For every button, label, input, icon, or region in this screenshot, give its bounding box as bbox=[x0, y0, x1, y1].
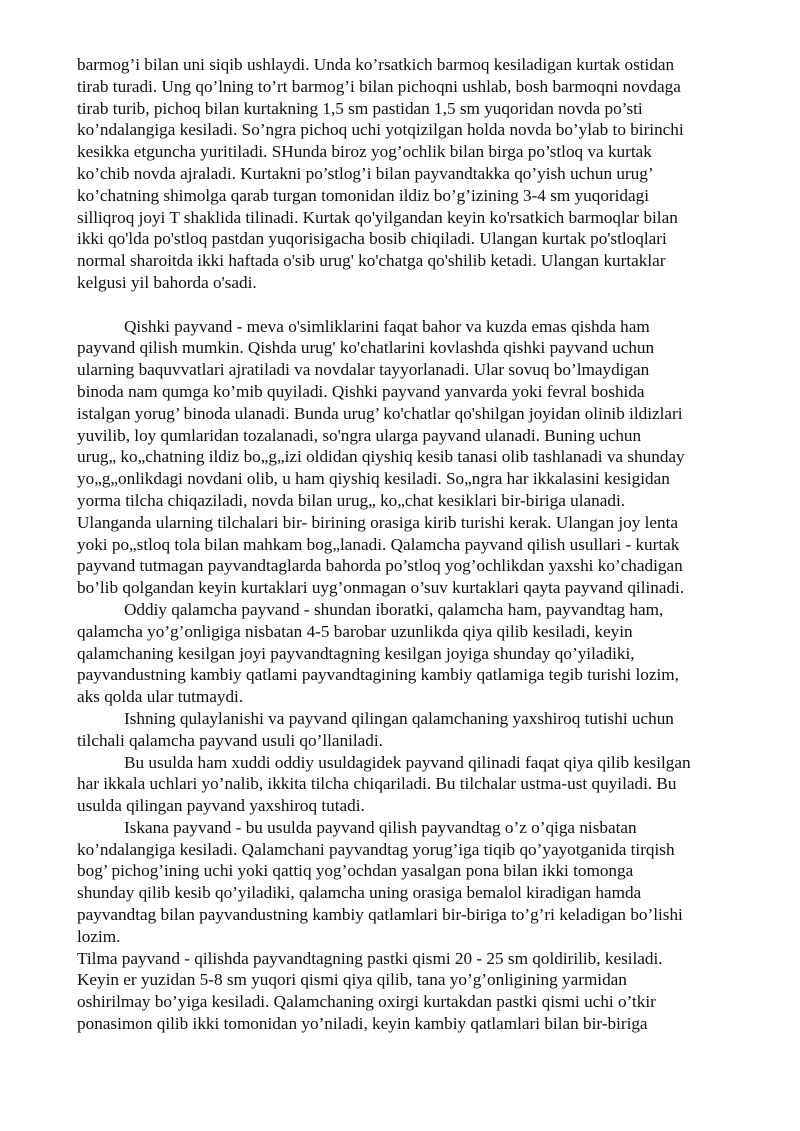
text-line: usulda qilingan payvand yaxshiroq tutadi. bbox=[77, 796, 365, 816]
text-line: ko’ndalangiga kesiladi. Qalamchani payvandtag yorug’iga tiqib qo’yayotganida tirqish bbox=[77, 839, 675, 859]
text-line: payvandustning kambiy qatlami payvandtagining kambiy qatlamiga tegib turishi lozim, bbox=[77, 665, 679, 685]
text-line: ularning baquvvatlari ajratiladi va novdalar tayyorlanadi. Ular sovuq bo’lmaydigan bbox=[77, 360, 650, 380]
text-line: qalamchaning kesilgan joyi payvandtagning kesilgan joyiga shunday qo’yiladiki, bbox=[77, 643, 635, 663]
text-line: lozim. bbox=[77, 926, 121, 946]
text-line: Oddiy qalamcha payvand - shundan iboratki, qalamcha ham, payvandtag ham, bbox=[124, 599, 664, 619]
text-line: bo’lib qolgandan keyin kurtaklari uyg’onmagan o’suv kurtaklari qayta payvand qilinadi. bbox=[77, 578, 685, 598]
text-line: qalamcha yo’g’onligiga nisbatan 4-5 barobar uzunlikda qiya qilib kesiladi, keyin bbox=[77, 621, 633, 641]
text-line: payvand qilish mumkin. Qishda urug' ko'chatlarini kovlashda qishki payvand uchun bbox=[77, 338, 655, 358]
paragraph-spacer bbox=[77, 294, 738, 316]
text-line: normal sharoitda ikki haftada o'sib urug' ko'chatga qo'shilib ketadi. Ulangan kurtaklar bbox=[77, 251, 666, 271]
text-line: tilchali qalamcha payvand usuli qo’llaniladi. bbox=[77, 730, 383, 750]
text-line: yo„g„onlikdagi novdani olib, u ham qiyshiq kesiladi. So„ngra har ikkalasini kesigidan bbox=[77, 469, 670, 489]
text-line: yoki po„stloq tola bilan mahkam bog„lanadi. Qalamcha payvand qilish usullari - kurtak bbox=[77, 534, 680, 554]
text-line: urug„ ko„chatning ildiz bo„g„izi oldidan qiyshiq kesib tanasi olib tashlanadi va shunday bbox=[77, 447, 685, 467]
text-line: ponasimon qilib ikki tomonidan yo’niladi, keyin kambiy qatlamlari bilan bir-biriga bbox=[77, 1014, 648, 1034]
paragraph bbox=[77, 752, 738, 817]
text-line: ko’chib novda ajraladi. Kurtakni po’stlog’i bilan payvandtakka qo’yish uchun urug’ bbox=[77, 163, 654, 183]
text-line: aks qolda ular tutmaydi. bbox=[77, 687, 244, 707]
text-line: barmog’i bilan uni siqib ushlaydi. Unda ko’rsatkich barmoq kesiladigan kurtak ostidan bbox=[77, 55, 675, 74]
text-line: payvand tutmagan payvandtaglarda bahorda po’stloq yog’ochlikdan yaxshi ko’chadigan bbox=[77, 556, 683, 576]
text-line: oshirilmay bo’yiga kesiladi. Qalamchaning oxirgi kurtakdan pastki qismi uchi o’tkir bbox=[77, 992, 656, 1012]
paragraph bbox=[77, 708, 738, 752]
paragraph bbox=[77, 316, 738, 599]
text-line: har ikkala uchlari yo’nalib, ikkita tilcha chiqariladi. Bu tilchalar ustma-ust quyiladi. Bu bbox=[77, 774, 677, 794]
paragraph-list bbox=[77, 316, 738, 1035]
paragraph bbox=[77, 817, 738, 948]
text-line: Keyin er yuzidan 5-8 sm yuqori qismi qiya qilib, tana yo’g’onligining yarmidan bbox=[77, 970, 627, 990]
text-line: shunday qilib kesib qo’yiladiki, qalamcha uning orasiga bemalol kiradigan hamda bbox=[77, 883, 642, 903]
text-line: silliqroq joyi T shaklida tilinadi. Kurtak qo'yilgandan keyin ko'rsatkich barmoqlar bilan bbox=[77, 207, 678, 227]
text-line: Qishki payvand - meva o'simliklarini faqat bahor va kuzda emas qishda ham bbox=[124, 316, 650, 336]
text-line: yuvilib, loy qumlaridan tozalanadi, so'ngra ularga payvand ulanadi. Buning uchun bbox=[77, 425, 642, 445]
text-line: Bu usulda ham xuddi oddiy usuldagidek payvand qilinadi faqat qiya qilib kesilgan bbox=[124, 752, 691, 772]
text-line: ko’chatning shimolga qarab turgan tomonidan ildiz bo’g’izining 3-4 sm yuqoridagi bbox=[77, 185, 650, 205]
text-line: kesikka etguncha yuritiladi. SHunda biroz yog’ochlik bilan birga po’stloq va kurtak bbox=[77, 142, 652, 162]
text-line: istalgan yorug’ binoda ulanadi. Bunda urug’ ko'chatlar qo'shilgan joyidan olinib ildizlari bbox=[77, 403, 683, 423]
text-line: yorma tilcha chiqaziladi, novda bilan urug„ ko„chat kesiklari bir-biriga ulanadi. bbox=[77, 490, 626, 510]
text-line: Ulanganda ularning tilchalari bir- birining orasiga kirib turishi kerak. Ulangan joy lenta bbox=[77, 512, 679, 532]
text-line: tirab turadi. Ung qo’lning to’rt barmog’i bilan pichoqni ushlab, bosh barmoqni novdaga bbox=[77, 76, 681, 96]
continuation-paragraph bbox=[77, 54, 738, 294]
paragraph bbox=[77, 599, 738, 708]
text-line: ikki qo'lda po'stloq pastdan yuqorisigacha bosib chiqiladi. Ulangan kurtak po'stloqlari bbox=[77, 229, 667, 249]
text-line: kelgusi yil bahorda o'sadi. bbox=[77, 272, 257, 292]
text-line: tirab turib, pichoq bilan kurtakning 1,5 sm pastidan 1,5 sm yuqoridan novda po’sti bbox=[77, 98, 643, 118]
text-line: Tilma payvand - qilishda payvandtagning pastki qismi 20 - 25 sm qoldirilib, kesiladi. bbox=[77, 948, 663, 968]
text-line: binoda nam qumga ko’mib quyiladi. Qishki payvand yanvarda yoki fevral boshida bbox=[77, 381, 645, 401]
text-line: bog’ pichog’ining uchi yoki qattiq yog’ochdan yasalgan pona bilan ikki tomonga bbox=[77, 861, 634, 881]
text-line: Iskana payvand - bu usulda payvand qilish payvandtag o’z o’qiga nisbatan bbox=[124, 817, 637, 837]
text-line: Ishning qulaylanishi va payvand qilingan qalamchaning yaxshiroq tutishi uchun bbox=[124, 708, 674, 728]
text-line: payvandtag bilan payvandustning kambiy qatlamlari bir-biriga to’g’ri keladigan bo’lishi bbox=[77, 905, 683, 925]
text-line: ko’ndalangiga kesiladi. So’ngra pichoq uchi yotqizilgan holda novda bo’ylab to birinchi bbox=[77, 120, 684, 140]
paragraph bbox=[77, 948, 738, 1035]
